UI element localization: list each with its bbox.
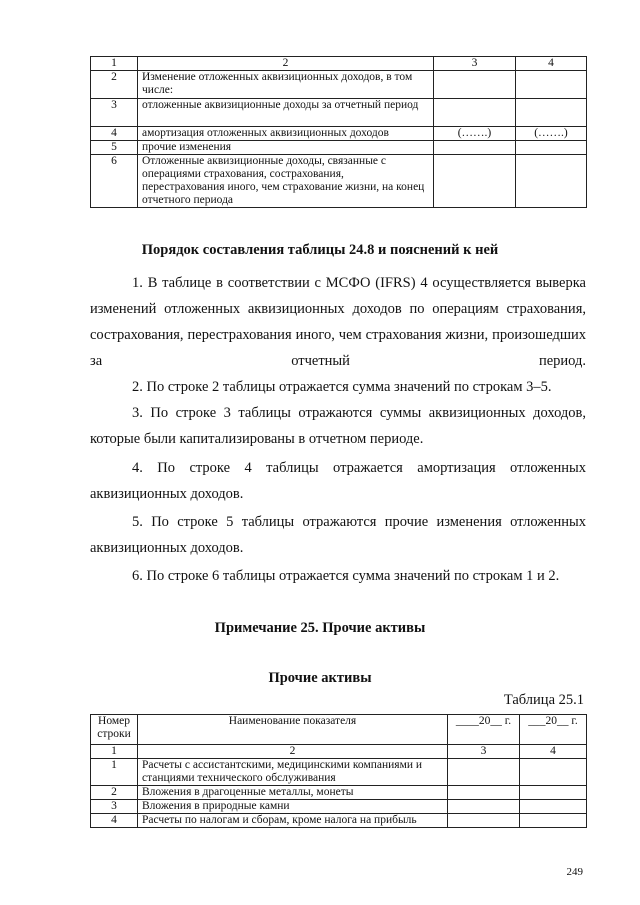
- row-value: [516, 99, 587, 127]
- row-number: 3: [91, 99, 138, 127]
- row-value: [434, 141, 516, 155]
- row-number: 6: [91, 155, 138, 208]
- numbering-cell: 1: [91, 745, 138, 759]
- row-text: Расчеты по налогам и сборам, кроме налога на прибыль: [138, 814, 448, 828]
- row-number: 1: [91, 759, 138, 786]
- table-row: [91, 141, 587, 155]
- header-cell: 3: [434, 57, 516, 71]
- paragraph-2-text: 2. По строке 2 таблицы отражается сумма значений по строкам 3–5.: [132, 379, 552, 395]
- paragraph-1-text: 1. В таблице в соответствии с МСФО (IFRS) 4 осуществляется выверка изменений отложенных аквизиционных доходов по операциям страхования, сострахования, перестрахования иного, чем страхования жизни, произошедших за отчетный период.: [90, 275, 586, 369]
- table-row: [91, 155, 587, 208]
- header-cell: ____20__ г.: [448, 715, 520, 745]
- section-heading: Порядок составления таблицы 24.8 и пояснений к ней: [141, 242, 499, 258]
- row-value: [520, 814, 587, 828]
- row-value: [434, 71, 516, 99]
- table-number: Таблица 25.1: [503, 692, 584, 708]
- table-row: [91, 127, 587, 141]
- row-value: [520, 800, 587, 814]
- paragraph-2: [90, 374, 586, 400]
- row-value: [448, 759, 520, 786]
- row-text: отложенные аквизиционные доходы за отчетный период: [138, 99, 434, 127]
- row-text: Отложенные аквизиционные доходы, связанные с операциями страхования, сострахования, перестрахования иного, чем страхование жизни, на конец отчетного периода: [138, 155, 434, 208]
- row-value: [520, 786, 587, 800]
- row-value: [516, 155, 587, 208]
- row-text: Вложения в природные камни: [138, 800, 448, 814]
- header-cell: Номер строки: [91, 715, 138, 745]
- row-value: [448, 814, 520, 828]
- row-value: [448, 800, 520, 814]
- numbering-cell: 3: [448, 745, 520, 759]
- paragraph-6-text: 6. По строке 6 таблицы отражается сумма значений по строкам 1 и 2.: [132, 568, 560, 584]
- paragraph-3-text: 3. По строке 3 таблицы отражаются суммы аквизиционных доходов, которые были капитализированы в отчетном периоде.: [90, 405, 586, 447]
- header-cell: 2: [138, 57, 434, 71]
- row-value: (…….): [434, 127, 516, 141]
- row-text: Расчеты с ассистантскими, медицинскими компаниями и станциями технического обслуживания: [138, 759, 448, 786]
- paragraph-4: [90, 455, 586, 507]
- row-number: 4: [91, 814, 138, 828]
- table-header-row: [91, 715, 587, 745]
- row-value: [448, 786, 520, 800]
- numbering-cell: 4: [520, 745, 587, 759]
- paragraph-4-text: 4. По строке 4 таблицы отражается амортизация отложенных аквизиционных доходов.: [90, 460, 586, 502]
- row-value: [516, 71, 587, 99]
- header-cell: 1: [91, 57, 138, 71]
- table-title: Прочие активы: [268, 670, 372, 686]
- header-cell: ___20__ г.: [520, 715, 587, 745]
- row-value: (…….): [516, 127, 587, 141]
- paragraph-3: [90, 400, 586, 452]
- paragraph-5-text: 5. По строке 5 таблицы отражаются прочие изменения отложенных аквизиционных доходов.: [90, 514, 586, 556]
- paragraph-1: [90, 270, 586, 374]
- note-heading: Примечание 25. Прочие активы: [214, 620, 426, 636]
- row-value: [520, 759, 587, 786]
- table-numbering-row: [91, 745, 587, 759]
- row-value: [434, 155, 516, 208]
- table-header-row: [91, 57, 587, 71]
- table-row: [91, 71, 587, 99]
- row-value: [516, 141, 587, 155]
- header-cell: 4: [516, 57, 587, 71]
- table-row: [91, 759, 587, 786]
- row-number: 3: [91, 800, 138, 814]
- numbering-cell: 2: [138, 745, 448, 759]
- page-number: 249: [566, 866, 583, 878]
- row-text: Вложения в драгоценные металлы, монеты: [138, 786, 448, 800]
- header-cell: Наименование показателя: [138, 715, 448, 745]
- row-value: [434, 99, 516, 127]
- row-text: Изменение отложенных аквизиционных доходов, в том числе:: [138, 71, 434, 99]
- table-row: [91, 99, 587, 127]
- table-row: [91, 814, 587, 828]
- table-25-1: [90, 714, 587, 828]
- table-24-8: [90, 56, 587, 208]
- row-text: амортизация отложенных аквизиционных доходов: [138, 127, 434, 141]
- row-number: 4: [91, 127, 138, 141]
- row-number: 2: [91, 71, 138, 99]
- paragraph-6: [90, 563, 586, 589]
- row-text: прочие изменения: [138, 141, 434, 155]
- paragraph-5: [90, 509, 586, 561]
- row-number: 5: [91, 141, 138, 155]
- table-row: [91, 786, 587, 800]
- row-number: 2: [91, 786, 138, 800]
- table-row: [91, 800, 587, 814]
